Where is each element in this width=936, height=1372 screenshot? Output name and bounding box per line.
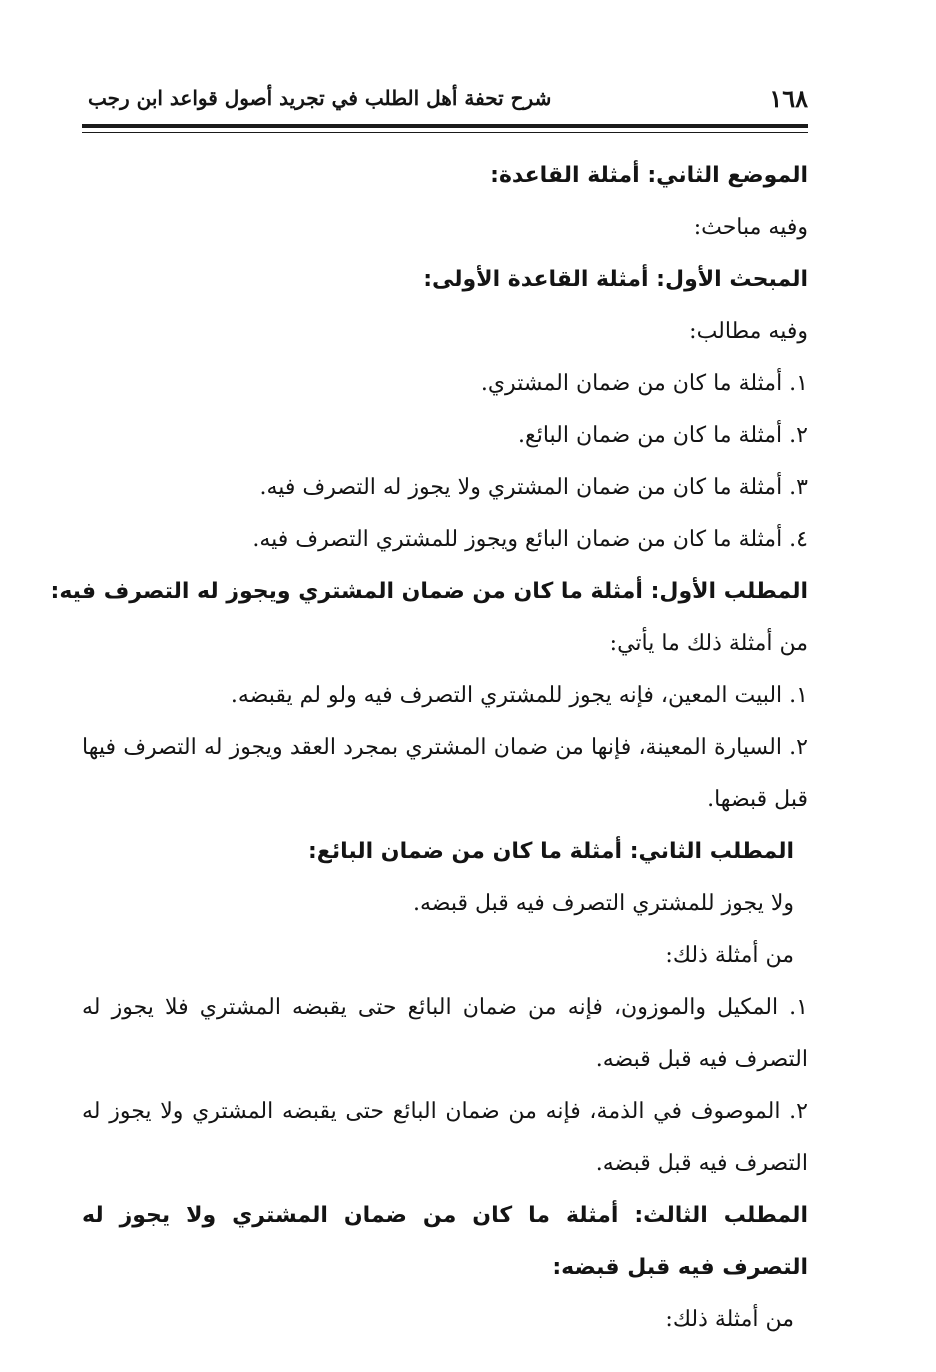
page-number: ١٦٨	[769, 84, 808, 113]
matlab-heading: المطلب الثالث: أمثلة ما كان من ضمان المشتري ولا يجوز له التصرف فيه قبل قبضه:	[82, 1203, 808, 1280]
matlab-heading: المطلب الأول: أمثلة ما كان من ضمان المشتري ويجوز له التصرف فيه:	[50, 579, 808, 604]
list-item: ٢. الموصوف في الذمة، فإنه من ضمان البائع حتى يقبضه المشتري ولا يجوز له التصرف فيه قبل قبضه.	[82, 1099, 808, 1176]
list-item: ٢. أمثلة ما كان من ضمان البائع.	[518, 423, 808, 448]
matlab-heading: المطلب الثاني: أمثلة ما كان من ضمان البائع:	[308, 839, 794, 864]
subsection-heading: المبحث الأول: أمثلة القاعدة الأولى:	[423, 267, 808, 292]
page-body	[50, 150, 808, 1346]
list-item: ٣. أمثلة ما كان من ضمان المشتري ولا يجوز له التصرف فيه.	[259, 475, 808, 500]
header-rule-thick	[82, 124, 808, 128]
paragraph: وفيه مباحث:	[693, 215, 808, 240]
paragraph: وفيه مطالب:	[689, 319, 808, 344]
paragraph: ولا يجوز للمشتري التصرف فيه قبل قبضه.	[412, 891, 794, 916]
paragraph: من أمثلة ذلك:	[665, 1307, 794, 1332]
list-item: ١. المكيل والموزون، فإنه من ضمان البائع حتى يقبضه المشتري فلا يجوز له التصرف فيه قبل قبضه.	[82, 995, 808, 1072]
list-item: ١. أمثلة ما كان من ضمان المشتري.	[480, 371, 808, 396]
section-heading: الموضع الثاني: أمثلة القاعدة:	[490, 163, 808, 188]
list-item: ٤. أمثلة ما كان من ضمان البائع ويجوز للمشتري التصرف فيه.	[252, 527, 808, 552]
list-item: ١. البيت المعين، فإنه يجوز للمشتري التصرف فيه ولو لم يقبضه.	[230, 683, 808, 708]
paragraph: من أمثلة ذلك:	[665, 943, 794, 968]
paragraph: من أمثلة ذلك ما يأتي:	[609, 631, 808, 656]
header-rule-thin	[82, 132, 808, 133]
list-item: ٢. السيارة المعينة، فإنها من ضمان المشتري بمجرد العقد ويجوز له التصرف فيها قبل قبضها.	[82, 735, 808, 812]
running-header	[82, 84, 808, 120]
book-title: شرح تحفة أهل الطلب في تجريد أصول قواعد ابن رجب	[88, 86, 552, 110]
